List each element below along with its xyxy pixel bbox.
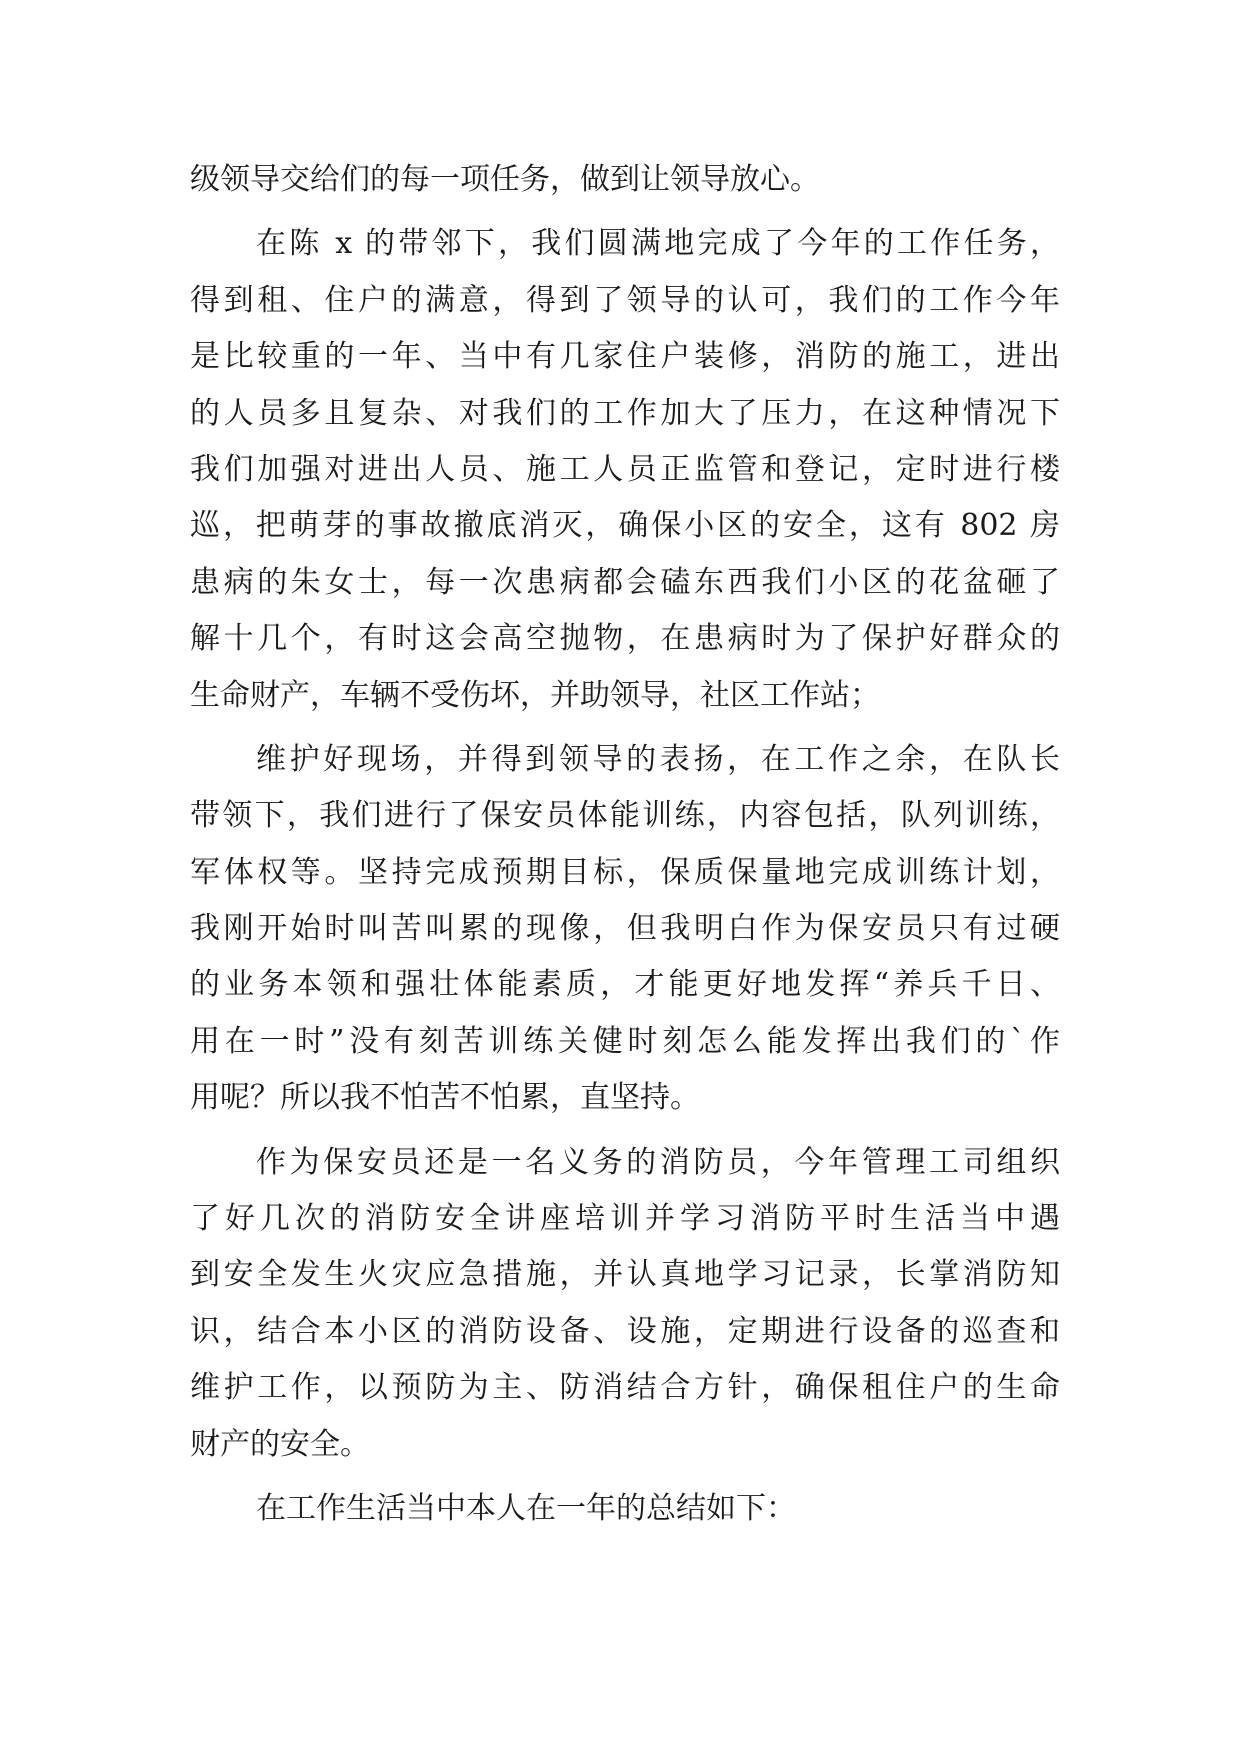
paragraph (190, 216, 1060, 724)
text-line: 了好几次的消防安全讲座培训并学习消防平时生活当中遇 (190, 1201, 1060, 1237)
paragraph (190, 152, 1060, 208)
text-line: 我们加强对进出人员、施工人员正监管和登记，定时进行楼 (190, 451, 1060, 487)
text-line: 用在一时”没有刻苦训练关健时刻怎么能发挥出我们的`作 (190, 1023, 1060, 1059)
text-line: 我刚开始时叫苦叫累的现像，但我明白作为保安员只有过硬 (190, 911, 1060, 947)
text-line: 识，结合本小区的消防设备、设施，定期进行设备的巡查和 (190, 1313, 1060, 1349)
paragraph (190, 1481, 1060, 1537)
paragraph (190, 732, 1060, 1127)
text-line: 到安全发生火灾应急措施，并认真地学习记录，长掌消防知 (190, 1257, 1060, 1293)
text-line: 级领导交给们的每一项任务，做到让领导放心。 (190, 162, 820, 197)
text-line: 巡，把萌芽的事故撤底消灭，确保小区的安全，这有 802 房 (190, 508, 1060, 544)
text-line: 维护好现场，并得到领导的表扬，在工作之余，在队长 (256, 741, 1060, 777)
text-line: 军体权等。坚持完成预期目标，保质保量地完成训练计划， (190, 854, 1060, 890)
text-line: 作为保安员还是一名义务的消防员，今年管理工司组织 (256, 1144, 1060, 1180)
text-line: 得到租、住户的满意，得到了领导的认可，我们的工作今年 (190, 282, 1060, 318)
text-line: 的业务本领和强壮体能素质，才能更好地发挥“养兵千日、 (190, 967, 1060, 1003)
text-line: 在工作生活当中本人在一年的总结如下： (256, 1490, 796, 1526)
text-line: 的人员多且复杂、对我们的工作加大了压力，在这种情况下 (190, 395, 1060, 431)
text-line: 生命财产，车辆不受伤坏，并助领导，社区工作站； (190, 677, 880, 713)
text-line: 带领下，我们进行了保安员体能训练，内容包括，队列训练， (190, 798, 1060, 834)
text-line: 用呢？所以我不怕苦不怕累，直坚持。 (190, 1080, 700, 1116)
text-line: 是比较重的一年、当中有几家住户装修，消防的施工，进出 (190, 339, 1060, 375)
text-line: 解十几个，有时这会高空抛物，在患病时为了保护好群众的 (190, 621, 1060, 657)
text-line: 患病的朱女士，每一次患病都会磕东西我们小区的花盆砸了 (190, 564, 1060, 600)
paragraph (190, 1135, 1060, 1473)
text-line: 财产的安全。 (190, 1426, 370, 1462)
text-line: 在陈 x 的带邻下，我们圆满地完成了今年的工作任务， (256, 226, 1060, 262)
text-line: 维护工作，以预防为主、防消结合方针，确保租住户的生命 (190, 1370, 1060, 1406)
document-body (190, 152, 1060, 1537)
